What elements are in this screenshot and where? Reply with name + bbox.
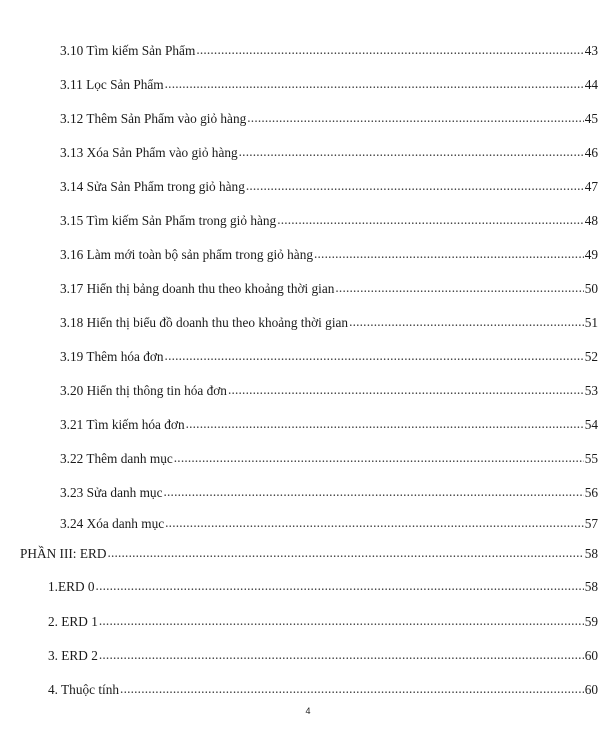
toc-entry[interactable]	[60, 516, 598, 532]
toc-entry[interactable]	[60, 43, 598, 59]
toc-entry-page: 60	[584, 648, 598, 663]
toc-entry-page: 52	[584, 349, 598, 364]
toc-entry-label: 3.21 Tìm kiếm hóa đơn	[60, 417, 185, 432]
toc-entry-label: 3.15 Tìm kiếm Sản Phẩm trong giỏ hàng	[60, 213, 277, 228]
toc-entry-page: 60	[584, 682, 598, 697]
toc-entry-label: 3.22 Thêm danh mục	[60, 451, 173, 466]
toc-entry[interactable]	[48, 648, 598, 664]
toc-dot-leader	[99, 613, 584, 629]
toc-entry-label: PHẦN III: ERD	[20, 546, 107, 561]
toc-entry[interactable]	[60, 247, 598, 263]
toc-dot-leader	[186, 416, 584, 432]
toc-entry[interactable]	[60, 281, 598, 297]
toc-entry-label: 3.12 Thêm Sản Phẩm vào giỏ hàng	[60, 111, 247, 126]
toc-entry-label: 3.18 Hiển thị biểu đồ doanh thu theo khoảng thời gian	[60, 315, 349, 330]
toc-entry-page: 58	[584, 579, 598, 594]
toc-entry[interactable]	[60, 77, 598, 93]
toc-entry-page: 51	[584, 315, 598, 330]
toc-entry[interactable]	[60, 485, 598, 501]
toc-entry[interactable]	[48, 614, 598, 630]
toc-dot-leader	[174, 450, 584, 466]
toc-entry-page: 53	[584, 383, 598, 398]
toc-entry-page: 44	[584, 77, 598, 92]
toc-entry[interactable]	[60, 179, 598, 195]
toc-entry-page: 54	[584, 417, 598, 432]
toc-entry-page: 49	[584, 247, 598, 262]
toc-entry-label: 3.10 Tìm kiếm Sản Phẩm	[60, 43, 196, 58]
toc-entry[interactable]	[60, 315, 598, 331]
toc-entry-page: 55	[584, 451, 598, 466]
toc-entry-page: 58	[584, 546, 598, 561]
toc-dot-leader	[277, 212, 584, 228]
toc-entry-label: 3.14 Sửa Sản Phẩm trong giỏ hàng	[60, 179, 245, 194]
toc-entry-page: 57	[584, 516, 598, 531]
toc-dot-leader	[247, 110, 583, 126]
toc-entry-label: 3.11 Lọc Sản Phẩm	[60, 77, 164, 92]
toc-entry-label: 3.16 Làm mới toàn bộ sản phẩm trong giỏ hàng	[60, 247, 313, 262]
toc-dot-leader	[239, 144, 584, 160]
toc-entry-label: 4. Thuộc tính	[48, 682, 120, 697]
toc-entry-label: 3. ERD 2	[48, 648, 98, 663]
toc-dot-leader	[335, 280, 583, 296]
toc-entry-label: 2. ERD 1	[48, 614, 98, 629]
toc-entry-label: 3.17 Hiển thị bảng doanh thu theo khoảng thời gian	[60, 281, 335, 296]
toc-entry-page: 46	[584, 145, 598, 160]
toc-dot-leader	[196, 42, 583, 58]
toc-entry[interactable]	[48, 579, 598, 595]
toc-dot-leader	[96, 578, 584, 594]
toc-entry-page: 45	[584, 111, 598, 126]
toc-dot-leader	[99, 647, 584, 663]
toc-entry[interactable]	[60, 213, 598, 229]
toc-dot-leader	[120, 681, 584, 697]
toc-entry-label: 1.ERD 0	[48, 579, 95, 594]
page-number: 4	[305, 706, 311, 716]
toc-entry[interactable]	[60, 451, 598, 467]
toc-entry-label: 3.20 Hiển thị thông tin hóa đơn	[60, 383, 227, 398]
toc-entry[interactable]	[48, 682, 598, 698]
toc-entry-page: 59	[584, 614, 598, 629]
toc-entry-label: 3.24 Xóa danh mục	[60, 516, 165, 531]
toc-dot-leader	[107, 545, 583, 561]
toc-dot-leader	[228, 382, 584, 398]
toc-entry[interactable]	[60, 417, 598, 433]
toc-entry[interactable]	[60, 383, 598, 399]
toc-dot-leader	[165, 76, 584, 92]
toc-dot-leader	[165, 515, 584, 531]
toc-entry-page: 47	[584, 179, 598, 194]
toc-entry[interactable]	[60, 111, 598, 127]
toc-entry[interactable]	[60, 349, 598, 365]
toc-entry-page: 50	[584, 281, 598, 296]
toc-dot-leader	[165, 348, 584, 364]
toc-entry[interactable]	[20, 546, 598, 562]
toc-entry-page: 43	[584, 43, 598, 58]
toc-entry-label: 3.23 Sửa danh mục	[60, 485, 163, 500]
toc-entry-page: 48	[584, 213, 598, 228]
toc-entry-label: 3.19 Thêm hóa đơn	[60, 349, 164, 364]
toc-dot-leader	[349, 314, 584, 330]
toc-entry[interactable]	[60, 145, 598, 161]
toc-entry-page: 56	[584, 485, 598, 500]
toc-entry-label: 3.13 Xóa Sản Phẩm vào giỏ hàng	[60, 145, 238, 160]
toc-dot-leader	[246, 178, 584, 194]
toc-dot-leader	[314, 246, 584, 262]
toc-dot-leader	[164, 484, 584, 500]
